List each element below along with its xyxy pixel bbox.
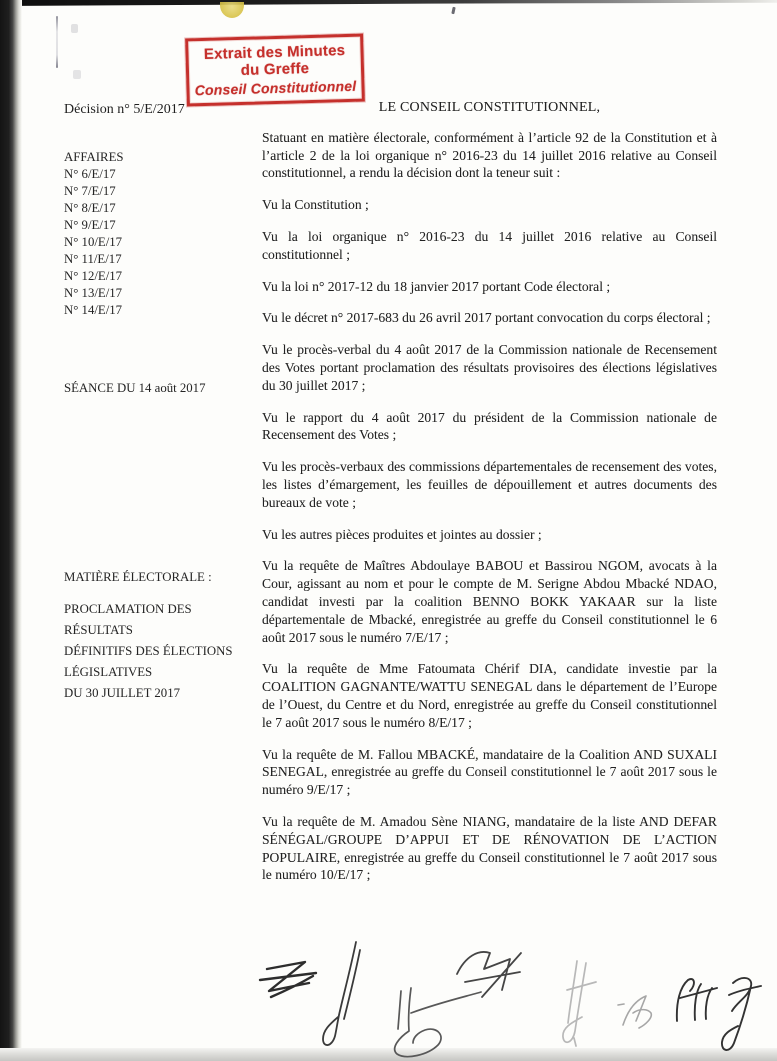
body-paragraph: Vu les autres pièces produites et jointes au dossier ; bbox=[262, 526, 542, 542]
stamp-line-2: du Greffe bbox=[240, 60, 310, 79]
body-paragraph: Vu le décret n° 2017-683 du 26 avril 2017 portant convocation du corps électoral ; bbox=[262, 310, 711, 326]
affaires-title: AFFAIRES bbox=[64, 150, 124, 164]
body-paragraph: Statuant en matière électorale, conformément à l’article 92 de la Constitution et à l’article 2 de la loi organique n° 2016-23 du 14 juillet 2016 relative au Conseil constitutionnel, a rendu la décision dont la teneur suit : bbox=[262, 129, 717, 181]
staple-mark bbox=[220, 2, 244, 18]
affaires-item: N° 8/E/17 bbox=[64, 201, 116, 215]
body-paragraph: Vu la requête de M. Fallou MBACKÉ, mandataire de la Coalition AND SUXALI SENEGAL, enregistrée au greffe du Conseil constitutionnel le 7 août 2017 sous le numéro 9/E/17 ; bbox=[262, 746, 717, 798]
signature-1 bbox=[260, 962, 316, 997]
body-paragraph: Vu les procès-verbaux des commissions départementales de recensement des votes, les listes d’émargement, les feuilles de dépouillement et autres documents des bureaux de vote ; bbox=[262, 459, 717, 510]
objet-line: DÉFINITIFS DES ÉLECTIONS bbox=[64, 644, 233, 658]
stamp-line-1: Extrait des Minutes bbox=[203, 42, 346, 63]
main-heading: LE CONSEIL CONSTITUTIONNEL, bbox=[378, 100, 601, 115]
matiere-label: MATIÈRE ÉLECTORALE : bbox=[64, 570, 212, 584]
affaires-block bbox=[64, 149, 259, 319]
signature-4 bbox=[457, 952, 521, 997]
signature-3 bbox=[395, 988, 481, 1057]
body-paragraph: Vu la requête de Maîtres Abdoulaye BABOU et Bassirou NGOM, avocats à la Cour, agissant au nom et pour le compte de M. Serigne Abdou Mbacké NDAO, candidat investi par la coalition BENNO BOKK YAKAAR sur la liste départementale de Mbacké, enregistrée au greffe du Conseil constitutionnel le 6 août 2017 sous le numéro 7/E/17 ; bbox=[262, 558, 717, 645]
scan-edge-top bbox=[0, 0, 777, 6]
objet-line: PROCLAMATION DES bbox=[64, 602, 192, 616]
affaires-item: N° 14/E/17 bbox=[64, 303, 123, 317]
stamp-line-3: Conseil Constitutionnel bbox=[194, 77, 357, 99]
decision-number: Décision n° 5/E/2017 bbox=[64, 102, 185, 117]
pencil-mark bbox=[56, 16, 58, 68]
greffe-stamp bbox=[185, 34, 365, 107]
signature-5 bbox=[563, 961, 596, 1046]
affaires-item: N° 13/E/17 bbox=[64, 286, 123, 300]
objet-line: DU 30 JUILLET 2017 bbox=[64, 686, 180, 700]
body-paragraph: Vu le procès-verbal du 4 août 2017 de la Commission nationale de Recensement des Votes portant proclamation des résultats provisoires des élections législatives du 30 juillet 2017 ; bbox=[262, 342, 717, 393]
signature-2 bbox=[323, 942, 360, 1045]
signature-marks bbox=[225, 933, 765, 1061]
body-column bbox=[262, 99, 717, 898]
affaires-item: N° 10/E/17 bbox=[64, 235, 123, 249]
body-paragraph: Vu la loi n° 2017-12 du 18 janvier 2017 portant Code électoral ; bbox=[262, 278, 611, 294]
affaires-item: N° 6/E/17 bbox=[64, 167, 116, 181]
affaires-item: N° 9/E/17 bbox=[64, 218, 116, 232]
objet-line: RÉSULTATS bbox=[64, 623, 133, 637]
affaires-item: N° 11/E/17 bbox=[64, 252, 122, 266]
body-paragraph: Vu la requête de Mme Fatoumata Chérif DIA, candidate investie par la COALITION GAGNANTE/WATTU SENEGAL dans le département de l’Europe de l’Ouest, du Centre et du Nord, enregistrée au greffe du Conseil constitutionnel le 7 août 2017 sous le numéro 8/E/17 ; bbox=[262, 661, 717, 730]
signature-7 bbox=[677, 979, 717, 1021]
pencil-mark bbox=[71, 24, 78, 33]
objet-block bbox=[64, 599, 259, 704]
body-paragraph: Vu la loi organique n° 2016-23 du 14 juillet 2016 relative au Conseil constitutionnel ; bbox=[262, 228, 717, 262]
ink-speck bbox=[451, 7, 455, 14]
signature-6 bbox=[618, 996, 651, 1028]
affaires-item: N° 12/E/17 bbox=[64, 269, 123, 283]
body-paragraph: Vu le rapport du 4 août 2017 du président de la Commission nationale de Recensement des Votes ; bbox=[262, 409, 717, 443]
signature-8 bbox=[722, 978, 761, 1050]
body-paragraph: Vu la requête de M. Amadou Sène NIANG, mandataire de la liste AND DEFAR SÉNÉGAL/GROUPE D’APPUI ET DE RÉNOVATION DE L’ACTION POPULAIRE, enregistrée au greffe du Conseil constitutionnel le 7 août 2017 sous le numéro 10/E/17 ; bbox=[262, 813, 717, 883]
seance-label: SÉANCE DU 14 août 2017 bbox=[64, 381, 206, 395]
objet-line: LÉGISLATIVES bbox=[64, 665, 153, 679]
pencil-mark bbox=[73, 70, 81, 79]
body-paragraph: Vu la Constitution ; bbox=[262, 197, 369, 213]
scan-edge-left bbox=[0, 0, 22, 1048]
affaires-item: N° 7/E/17 bbox=[64, 184, 116, 198]
